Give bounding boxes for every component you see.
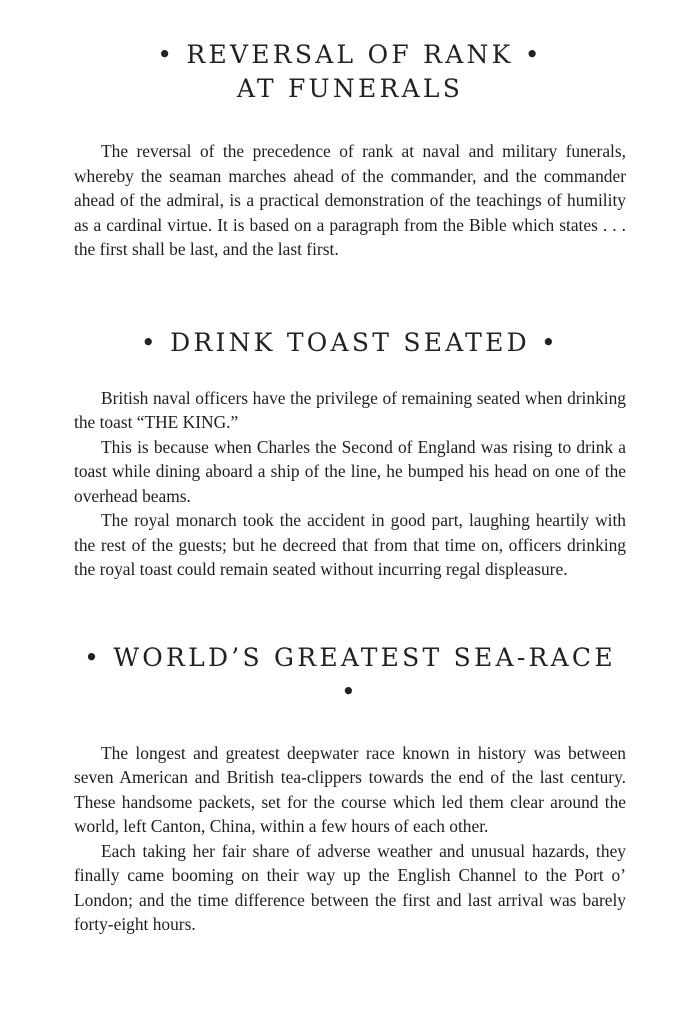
section-drink-toast-seated xyxy=(74,326,626,582)
document-page xyxy=(0,38,700,1022)
heading-line: AT FUNERALS xyxy=(236,74,464,103)
heading-line: • WORLD’S GREATEST SEA-RACE • xyxy=(84,642,616,706)
paragraph: Each taking her fair share of adverse weather and unusual hazards, they finally came booming on their way up the English Channel to the Port o’ London; and the time difference between the first and last arrival was barely forty-eight hours. xyxy=(74,840,626,934)
paragraph: The reversal of the precedence of rank at naval and military funerals, whereby the seaman marches ahead of the commander, and the commander ahead of the admiral, is a practical demonstration of the teachings of humility as a cardinal virtue. It is based on a paragraph from the Bible which states . . . the first shall be last, and the last first. xyxy=(74,141,626,259)
section-heading xyxy=(74,326,626,360)
heading-line: • REVERSAL OF RANK • xyxy=(157,40,543,69)
section-worlds-greatest-sea-race xyxy=(74,641,626,937)
section-heading xyxy=(74,641,626,709)
section-heading xyxy=(74,38,626,106)
paragraph: British naval officers have the privilege of remaining seated when drinking the toast “THE KING.” xyxy=(74,387,626,432)
heading-line: • DRINK TOAST SEATED • xyxy=(140,327,560,357)
paragraph: The longest and greatest deepwater race known in history was between seven American and British tea-clippers towards the end of the last century. These handsome packets, set for the course which led them clear around the world, left Canton, China, within a few hours of each other. xyxy=(74,742,626,836)
paragraph: This is because when Charles the Second of England was rising to drink a toast while dining aboard a ship of the line, he bumped his head on one of the overhead beams. xyxy=(74,436,626,506)
section-reversal-of-rank xyxy=(74,38,626,262)
paragraph: The royal monarch took the accident in good part, laughing heartily with the rest of the guests; but he decreed that from that time on, officers drinking the royal toast could remain seated without incurring regal displeasure. xyxy=(74,510,626,579)
